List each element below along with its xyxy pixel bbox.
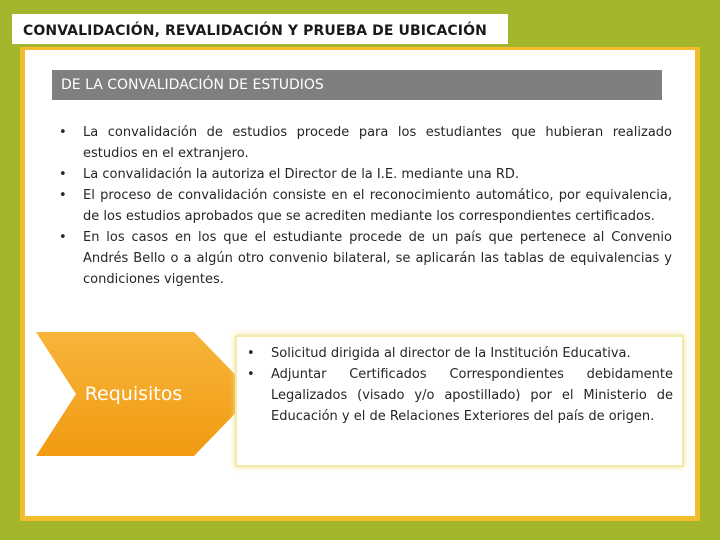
section-header-label: DE LA CONVALIDACIÓN DE ESTUDIOS (61, 77, 324, 93)
requirements-arrow (36, 332, 254, 456)
slide-title-bar (12, 14, 508, 44)
slide-title: CONVALIDACIÓN, REVALIDACIÓN Y PRUEBA DE UBICACIÓN (23, 23, 487, 39)
bullet-icon: • (59, 230, 67, 245)
section-header (52, 70, 662, 100)
bullet-icon: • (247, 367, 255, 382)
list-item (57, 227, 672, 290)
list-item-text: Adjuntar Certificados Correspondientes debidamente Legalizados (visado y/o apostillado) por el Ministerio de Educación y el de Relaciones Exteriores del país de origen. (271, 367, 673, 424)
list-item-text: La convalidación de estudios procede para los estudiantes que hubieran realizado estudios en el extranjero. (83, 125, 672, 161)
list-item (57, 185, 672, 227)
bullet-icon: • (59, 125, 67, 140)
intro-list (57, 122, 672, 290)
requirements-label: Requisitos (84, 383, 183, 405)
bullet-icon: • (247, 346, 255, 361)
list-item-text: Solicitud dirigida al director de la Institución Educativa. (271, 346, 631, 361)
list-item (57, 122, 672, 164)
list-item-text: La convalidación la autoriza el Director de la I.E. mediante una RD. (83, 167, 520, 182)
requirements-box (237, 337, 682, 465)
list-item (57, 164, 672, 185)
content-panel (20, 47, 700, 521)
list-item-text: En los casos en los que el estudiante procede de un país que pertenece al Convenio Andrés Bello o a algún otro convenio bilateral, se aplicarán las tablas de equivalencias y condiciones vigentes. (83, 230, 672, 287)
requirements-list (245, 343, 673, 427)
list-item-text: El proceso de convalidación consiste en el reconocimiento automático, por equivalencia, de los estudios aprobados que se acrediten mediante los correspondientes certificados. (83, 188, 672, 224)
list-item (245, 364, 673, 427)
bullet-icon: • (59, 167, 67, 182)
list-item (245, 343, 673, 364)
bullet-icon: • (59, 188, 67, 203)
